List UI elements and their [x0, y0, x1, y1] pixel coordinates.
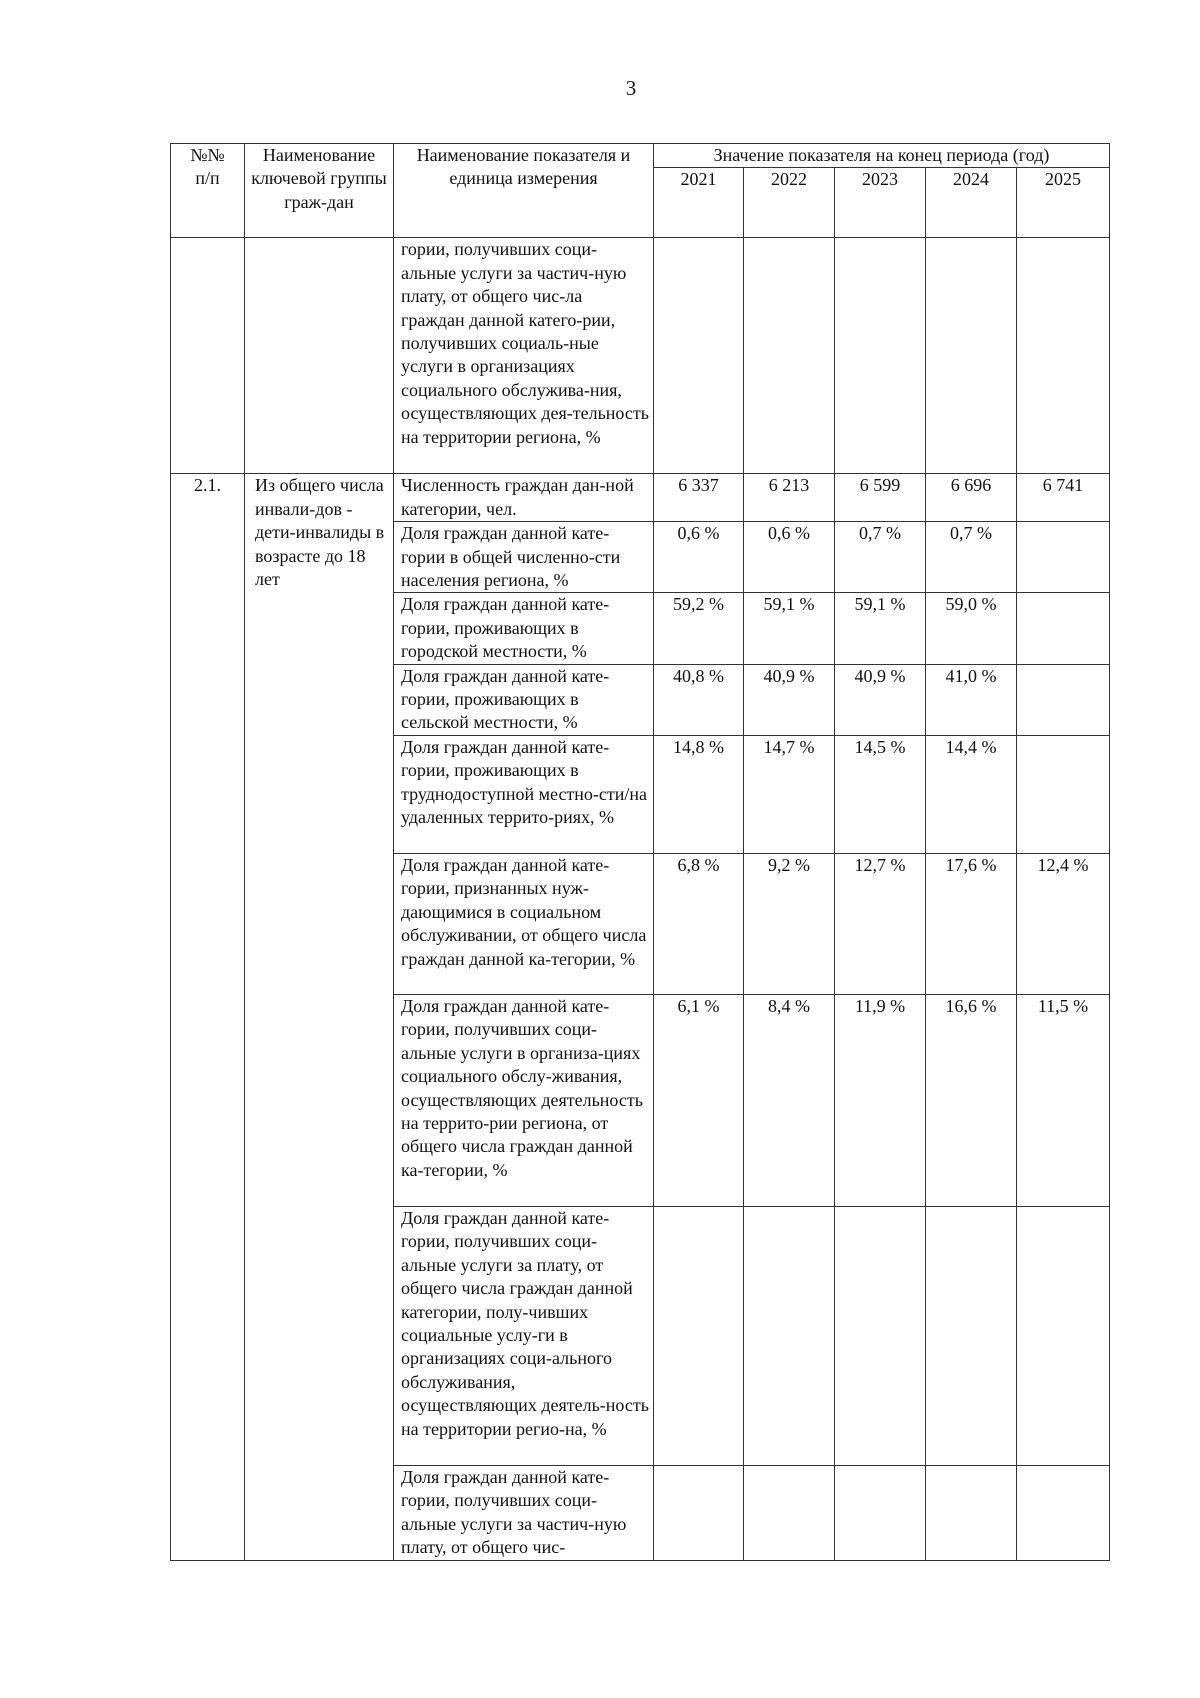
value-cell: 59,1 %: [835, 593, 926, 664]
value-cell: [1017, 522, 1110, 593]
value-cell: [835, 1465, 926, 1560]
value-cell: [744, 238, 835, 474]
value-cell: [1017, 593, 1110, 664]
value-cell: 6,8 %: [654, 853, 744, 994]
indicator-name: Доля граждан данной кате-гории, получивших соци-альные услуги в организа-циях социального обслу-живания, осуществляющих деятельность на террито-рии региона, от общего числа граждан данной ка-тегории, %: [394, 994, 654, 1206]
indicator-name: Доля граждан данной кате-гории, получивших соци-альные услуги за частич-ную плату, от общего чис-: [394, 1465, 654, 1560]
value-cell: 6 696: [926, 474, 1017, 522]
value-cell: 17,6 %: [926, 853, 1017, 994]
indicator-name: Доля граждан данной кате-гории, получивших соци-альные услуги за плату, от общего числа граждан данной категории, полу-чивших социальные услу-ги в организациях соци-ального обслуживания, осуществляющих деятель-ность на территории регио-на, %: [394, 1206, 654, 1465]
indicator-name: Доля граждан данной кате-гории, проживающих в городской местности, %: [394, 593, 654, 664]
value-cell: [926, 1465, 1017, 1560]
value-cell: 40,9 %: [835, 664, 926, 735]
value-cell: [654, 1206, 744, 1465]
value-cell: 14,7 %: [744, 735, 835, 853]
indicator-name: Численность граждан дан-ной категории, чел.: [394, 474, 654, 522]
group-name: Из общего числа инвали-дов - дети-инвалиды в возрасте до 18 лет: [245, 474, 394, 1560]
value-cell: 6 741: [1017, 474, 1110, 522]
value-cell: 0,6 %: [654, 522, 744, 593]
value-cell: 16,6 %: [926, 994, 1017, 1206]
header-period: Значение показателя на конец периода (год): [654, 144, 1110, 168]
value-cell: 12,7 %: [835, 853, 926, 994]
value-cell: 12,4 %: [1017, 853, 1110, 994]
value-cell: 0,7 %: [926, 522, 1017, 593]
value-cell: [654, 1465, 744, 1560]
value-cell: 0,7 %: [835, 522, 926, 593]
value-cell: 6 213: [744, 474, 835, 522]
value-cell: [835, 1206, 926, 1465]
value-cell: [1017, 1206, 1110, 1465]
value-cell: 0,6 %: [744, 522, 835, 593]
header-year: 2024: [926, 168, 1017, 238]
value-cell: 6,1 %: [654, 994, 744, 1206]
value-cell: 14,4 %: [926, 735, 1017, 853]
header-indicator: Наименование показателя и единица измерения: [394, 144, 654, 238]
value-cell: [1017, 238, 1110, 474]
value-cell: 41,0 %: [926, 664, 1017, 735]
value-cell: [654, 238, 744, 474]
group-cell: [245, 238, 394, 474]
table-row: [171, 238, 1110, 474]
value-cell: 6 337: [654, 474, 744, 522]
value-cell: [744, 1206, 835, 1465]
table-row: [171, 474, 1110, 522]
header-year: 2022: [744, 168, 835, 238]
page-number: 3: [625, 76, 637, 100]
value-cell: 40,8 %: [654, 664, 744, 735]
indicator-name: Доля граждан данной кате-гории, проживающих в сельской местности, %: [394, 664, 654, 735]
value-cell: 59,1 %: [744, 593, 835, 664]
indicators-table: [170, 143, 1110, 1561]
value-cell: 14,8 %: [654, 735, 744, 853]
value-cell: [1017, 1465, 1110, 1560]
header-year: 2025: [1017, 168, 1110, 238]
value-cell: [1017, 735, 1110, 853]
row-number: 2.1.: [171, 474, 245, 1560]
value-cell: 9,2 %: [744, 853, 835, 994]
value-cell: [1017, 664, 1110, 735]
indicator-name: Доля граждан данной кате-гории, признанных нуж-дающимися в социальном обслуживании, от общего числа граждан данной ка-тегории, %: [394, 853, 654, 994]
value-cell: [835, 238, 926, 474]
header-number: №№ п/п: [171, 144, 245, 238]
row-number-cell: [171, 238, 245, 474]
value-cell: 40,9 %: [744, 664, 835, 735]
value-cell: 14,5 %: [835, 735, 926, 853]
value-cell: 8,4 %: [744, 994, 835, 1206]
value-cell: 59,0 %: [926, 593, 1017, 664]
value-cell: [926, 1206, 1017, 1465]
value-cell: 11,5 %: [1017, 994, 1110, 1206]
header-year: 2023: [835, 168, 926, 238]
indicator-name: Доля граждан данной кате-гории, проживающих в труднодоступной местно-сти/на удаленных террито-риях, %: [394, 735, 654, 853]
value-cell: [926, 238, 1017, 474]
value-cell: 6 599: [835, 474, 926, 522]
header-group: Наименование ключевой группы граж-дан: [245, 144, 394, 238]
indicator-name: гории, получивших соци-альные услуги за частич-ную плату, от общего чис-ла граждан данной катего-рии, получивших социаль-ные услуги в организациях социального обслужива-ния, осуществляющих дея-тельность на территории региона, %: [394, 238, 654, 474]
value-cell: 11,9 %: [835, 994, 926, 1206]
value-cell: 59,2 %: [654, 593, 744, 664]
header-year: 2021: [654, 168, 744, 238]
indicator-name: Доля граждан данной кате-гории в общей численно-сти населения региона, %: [394, 522, 654, 593]
value-cell: [744, 1465, 835, 1560]
